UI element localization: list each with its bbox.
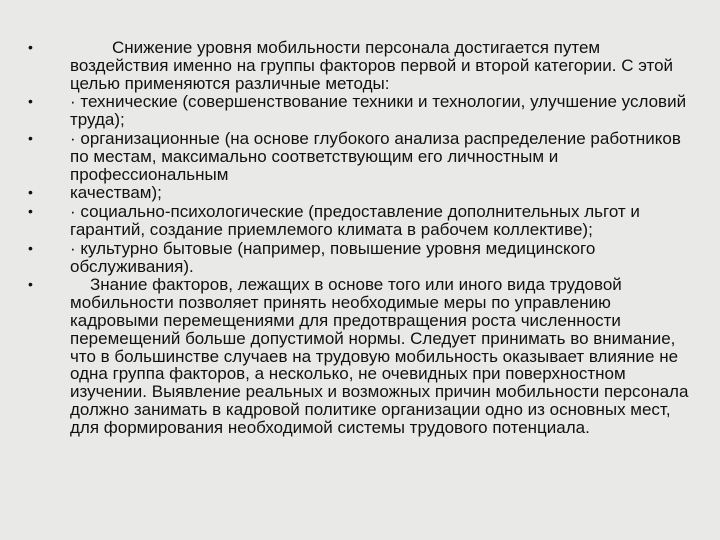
bullet-marker: • [28,276,33,293]
bullet-item-4 [28,184,693,202]
bullet-item-7 [28,276,693,436]
bullet-text: · организационные (на основе глубокого анализа распределение работников по местам, максимально соответствующим его личностным и профессиональным [70,128,686,184]
bullet-text: качествам); [70,183,162,203]
bullet-item-5 [28,203,693,239]
bullet-text: · социально-психологические (предоставление дополнительных льгот и гарантий, создание приемлемого климата в рабочем коллективе); [70,202,645,239]
bullet-item-1 [28,39,693,92]
bullet-marker: • [28,93,33,110]
bullet-marker: • [28,239,33,256]
bullet-marker: • [28,203,33,220]
bullet-item-6 [28,240,693,276]
bullet-item-3 [28,130,693,183]
bullet-item-2 [28,93,693,129]
bullet-text: Знание факторов, лежащих в основе того или иного вида трудовой мобильности позволяет принять необходимые меры по управлению кадровыми перемещениями для предотвращения роста численности перемещений больше допустимой нормы. Следует принимать во внимание, что в большинстве случаев на трудовую мобильность оказывает влияние не одна группа факторов, а несколько, не очевидных при поверхностном изучении. Выявление реальных и возможных причин мобильности персонала должно занимать в кадровой политике организации одно из основных мест, для формирования необходимой системы трудового потенциала. [70,275,694,437]
bullet-marker: • [28,39,33,55]
bullet-text: · технические (совершенствование техники и технологии, улучшение условий труда); [70,92,691,130]
bullet-marker: • [28,129,33,146]
bullet-text: Снижение уровня мобильности персонала достигается путем воздействия именно на группы факторов первой и второй категории. С этой целью применяются различные методы: [70,38,678,93]
bullet-list [28,39,693,438]
bullet-text: · культурно бытовые (например, повышение уровня медицинского обслуживания). [70,238,601,276]
bullet-marker: • [28,184,33,201]
